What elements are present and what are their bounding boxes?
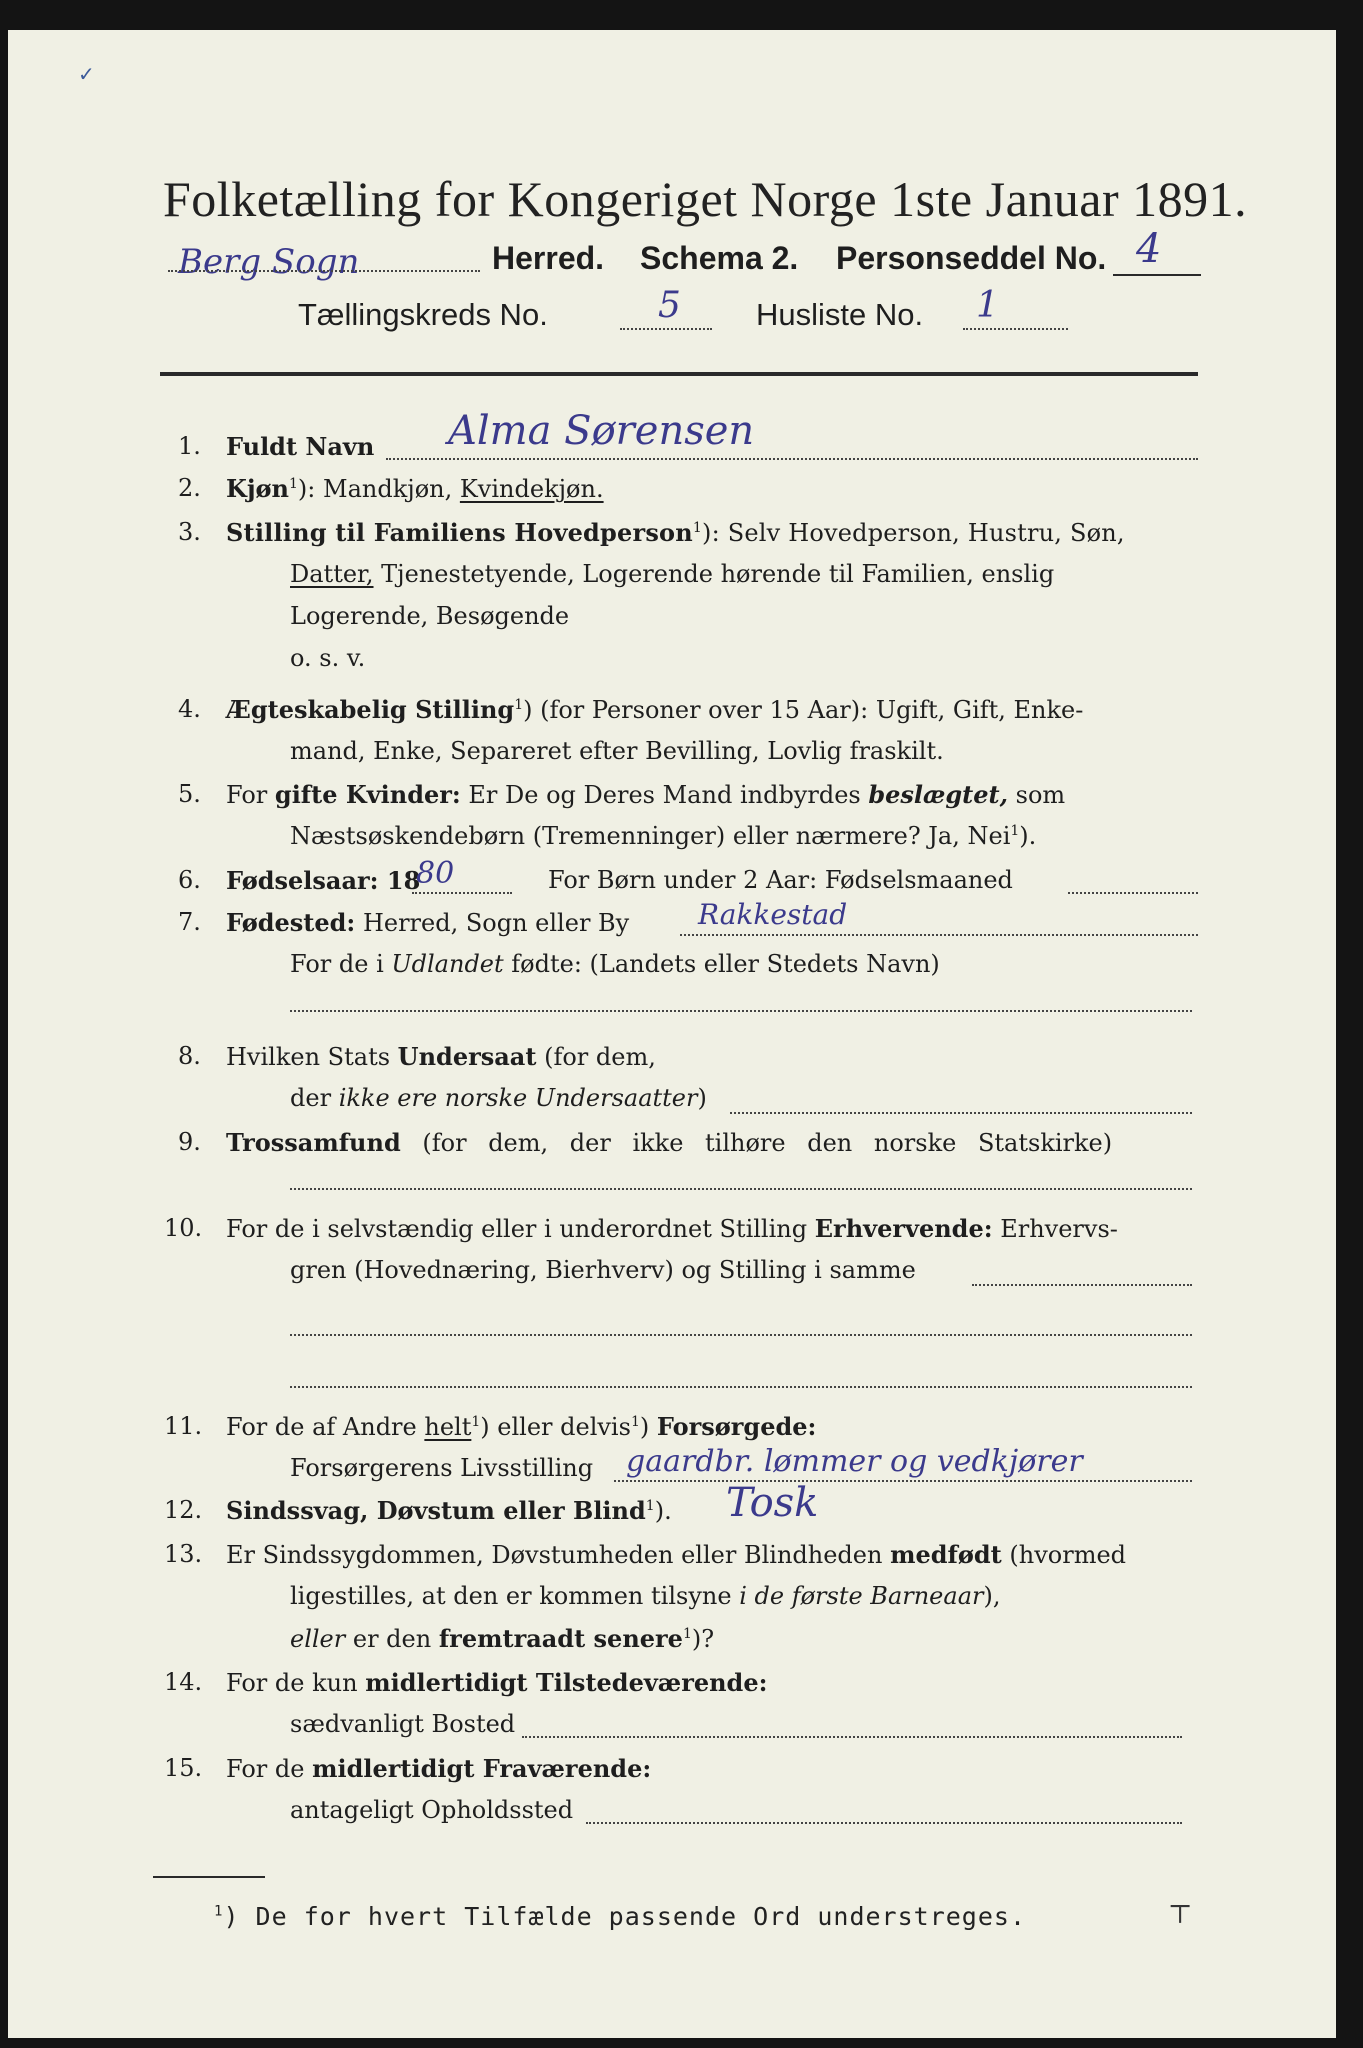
herred-fill-line (168, 270, 480, 272)
q11-selected-choice: helt (424, 1413, 472, 1441)
item-number-2: 2. (178, 474, 201, 502)
footnote-separator (153, 1876, 265, 1878)
q14-line-1: For de kun midlertidigt Tilstedeværende: (226, 1668, 768, 1697)
q6-month-fill-line (1068, 892, 1198, 894)
q12-line-1: Sindssvag, Døvstum eller Blind$^1$). (226, 1496, 672, 1525)
item-number-7: 7. (178, 908, 201, 936)
q7-fill-line (680, 934, 1198, 936)
herred-value: Berg Sogn (178, 242, 360, 282)
husliste-label: Husliste No. (756, 297, 924, 332)
q9-fill-line (290, 1188, 1192, 1190)
item-number-6: 6. (178, 866, 201, 894)
q7-line-2: For de i Udlandet fødte: (Landets eller Stedets Navn) (290, 950, 940, 978)
q6-year-value: 80 (416, 856, 455, 891)
personseddel-label: Personseddel No. (836, 240, 1107, 276)
q3-line-3: Logerende, Besøgende (290, 602, 570, 630)
schema-label: Schema 2. (640, 240, 799, 276)
q6-label: Fødselsaar: 18 (226, 866, 421, 895)
q1-label: Fuldt Navn (226, 432, 375, 461)
q15-line-2: antageligt Opholdssted (290, 1796, 574, 1824)
q7-abroad-fill-line (290, 1010, 1192, 1012)
item-number-8: 8. (178, 1042, 201, 1070)
q3-line-2: Datter, Tjenestetyende, Logerende hørende til Familien, enslig (290, 560, 1055, 588)
q8-line-2: der ikke ere norske Undersaatter) (290, 1084, 707, 1112)
q2-selected-choice: Kvindekjøn. (459, 475, 604, 503)
pencil-mark-icon: ⊤ (1168, 1900, 1193, 1930)
kreds-value: 5 (658, 285, 681, 326)
item-number-10: 10. (164, 1214, 203, 1242)
q13-line-2: ligestilles, at den er kommen tilsyne i de første Barneaar), (290, 1582, 1001, 1610)
item-number-3: 3. (178, 518, 201, 546)
form-title: Folketælling for Kongeriget Norge 1ste Januar 1891. (163, 171, 1248, 227)
footnote: $^1$) De for hvert Tilfælde passende Ord understreges. (214, 1902, 1027, 1931)
q9-line-1: Trossamfund (for dem, der ikke tilhøre den norske Statskirke) (226, 1128, 1113, 1157)
q14-line-2: sædvanligt Bosted (290, 1710, 516, 1738)
kreds-label: Tællingskreds No. (298, 297, 548, 332)
husliste-fill-line (963, 328, 1068, 330)
q13-line-1: Er Sindssygdommen, Døvstumheden eller Blindheden medfødt (hvormed (226, 1540, 1127, 1569)
census-form-sheet (8, 30, 1336, 2038)
item-number-13: 13. (164, 1540, 203, 1568)
q3-line-1: Stilling til Familiens Hovedperson$^1$): Selv Hovedperson, Hustru, Søn, (226, 518, 1125, 547)
q10-line-1: For de i selvstændig eller i underordnet Stilling Erhvervende: Erhvervs- (226, 1214, 1118, 1243)
q13-line-3: eller er den fremtraadt senere$^1$)? (290, 1624, 715, 1653)
q7-birthplace-value: Rakkestad (698, 898, 848, 931)
q10-fill-line-3 (290, 1386, 1192, 1388)
q3-selected-choice: Datter, (290, 560, 374, 588)
herred-label: Herred. (492, 240, 605, 276)
q6-year-fill-line (412, 892, 512, 894)
item-number-15: 15. (164, 1754, 203, 1782)
q15-line-1: For de midlertidigt Fraværende: (226, 1754, 652, 1783)
q4-line-2: mand, Enke, Separeret efter Bevilling, Lovlig fraskilt. (290, 737, 944, 765)
q1-fill-line (386, 458, 1198, 460)
personseddel-value: 4 (1136, 226, 1162, 272)
q11-line-1: For de af Andre helt$^1$) eller delvis$^1$) Forsørgede: (226, 1412, 817, 1441)
kreds-fill-line (620, 328, 712, 330)
item-number-14: 14. (164, 1668, 203, 1696)
item-number-11: 11. (164, 1412, 203, 1440)
q5-line-2: Næstsøskendebørn (Tremenninger) eller nærmere? Ja, Nei$^1$). (290, 822, 1037, 850)
q10-line-2: gren (Hovednæring, Bierhverv) og Stilling i samme (290, 1256, 916, 1284)
q1-name-value: Alma Sørensen (448, 408, 755, 454)
header-divider (160, 372, 1198, 376)
q12-value: Tosk (726, 1480, 819, 1526)
personseddel-fill-line (1113, 274, 1201, 276)
item-number-12: 12. (164, 1496, 203, 1524)
q15-fill-line (586, 1822, 1182, 1824)
q2-text: Kjøn$^1$): Mandkjøn, Kvindekjøn. (226, 474, 604, 503)
q14-fill-line (522, 1736, 1182, 1738)
q10-fill-line-1 (972, 1284, 1192, 1286)
q8-line-1: Hvilken Stats Undersaat (for dem, (226, 1042, 656, 1071)
q5-line-1: For gifte Kvinder: Er De og Deres Mand indbyrdes beslægtet, som (226, 780, 1066, 809)
q11-fill-line (614, 1480, 1192, 1482)
q4-line-1: Ægteskabelig Stilling$^1$) (for Personer over 15 Aar): Ugift, Gift, Enke- (226, 695, 1084, 724)
item-number-1: 1. (178, 432, 201, 460)
q10-fill-line-2 (290, 1334, 1192, 1336)
q7-line-1: Fødested: Herred, Sogn eller By (226, 908, 630, 937)
item-number-9: 9. (178, 1128, 201, 1156)
checkmark-icon: ✓ (78, 62, 95, 86)
q11-provider-value: gaardbr. lømmer og vedkjører (626, 1444, 1083, 1479)
q8-fill-line (730, 1112, 1192, 1114)
husliste-value: 1 (976, 285, 999, 326)
item-number-5: 5. (178, 780, 201, 808)
q3-line-4: o. s. v. (290, 644, 366, 672)
q6-rest: For Børn under 2 Aar: Fødselsmaaned (548, 866, 1013, 894)
item-number-4: 4. (178, 695, 201, 723)
q11-line-2: Forsørgerens Livsstilling (290, 1454, 594, 1482)
